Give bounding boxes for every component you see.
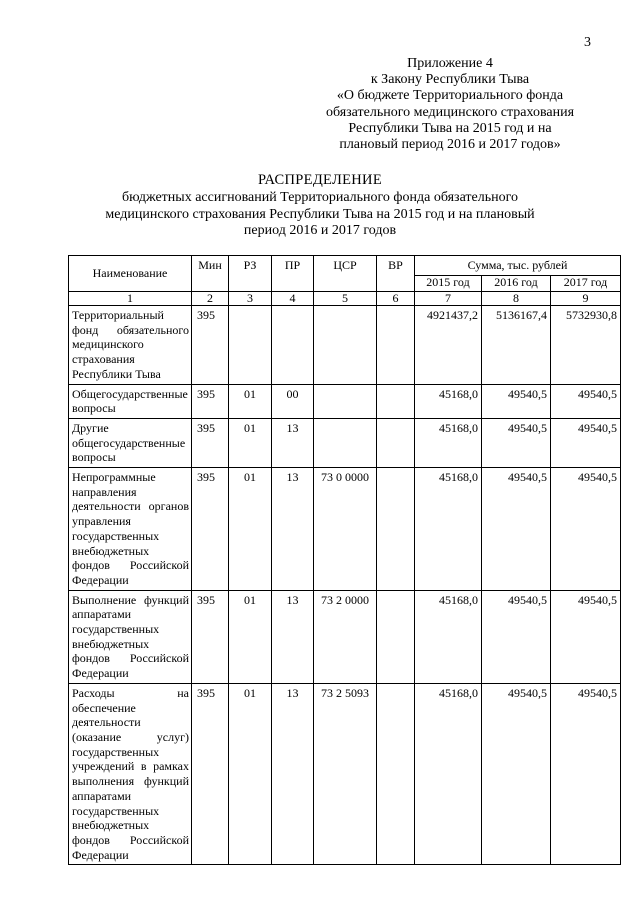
page-number: 3 xyxy=(584,35,591,50)
cell-rz: 01 xyxy=(229,384,272,418)
appendix-line: Республики Тыва на 2015 год и на xyxy=(348,120,552,136)
cell-pr: 13 xyxy=(272,468,314,591)
cell-y2017: 49540,5 xyxy=(551,683,621,864)
cell-y2016: 5136167,4 xyxy=(482,306,551,385)
header-2016: 2016 год xyxy=(482,276,551,292)
cell-y2016: 49540,5 xyxy=(482,683,551,864)
table-row xyxy=(69,468,621,591)
cell-y2015: 45168,0 xyxy=(415,468,482,591)
col-number: 7 xyxy=(415,292,482,306)
cell-min: 395 xyxy=(192,418,229,467)
col-number: 6 xyxy=(377,292,415,306)
cell-csr: 73 2 0000 xyxy=(314,590,377,683)
col-number: 1 xyxy=(69,292,192,306)
table-row xyxy=(69,683,621,864)
table-row xyxy=(69,384,621,418)
cell-pr: 13 xyxy=(272,418,314,467)
appendix-block xyxy=(300,56,600,153)
header-2017: 2017 год xyxy=(551,276,621,292)
cell-rz: 01 xyxy=(229,418,272,467)
header-rz: РЗ xyxy=(229,256,272,292)
cell-csr: 73 2 5093 xyxy=(314,683,377,864)
appendix-line: к Закону Республики Тыва xyxy=(370,72,530,88)
cell-name: Непрограммные направления деятельности органов управления государственных внебюджетных фондов Российской Федерации xyxy=(69,468,192,591)
cell-vr xyxy=(377,306,415,385)
header-min: Мин xyxy=(192,256,229,292)
cell-csr xyxy=(314,306,377,385)
cell-rz: 01 xyxy=(229,590,272,683)
header-vr: ВР xyxy=(377,256,415,292)
cell-y2017: 49540,5 xyxy=(551,384,621,418)
table-row xyxy=(69,590,621,683)
appendix-line: обязательного медицинского страхования xyxy=(325,104,575,120)
subtitle-line: медицинского страхования Республики Тыва на 2015 год и на плановый xyxy=(105,206,535,222)
cell-min: 395 xyxy=(192,683,229,864)
header-csr: ЦСР xyxy=(314,256,377,292)
cell-name: Другие общегосударственные вопросы xyxy=(69,418,192,467)
cell-min: 395 xyxy=(192,306,229,385)
appendix-line: «О бюджете Территориального фонда xyxy=(336,88,564,104)
header-pr: ПР xyxy=(272,256,314,292)
cell-name: Выполнение функций аппаратами государственных внебюджетных фондов Российской Федерации xyxy=(69,590,192,683)
header-sum: Сумма, тыс. рублей xyxy=(415,256,621,276)
cell-csr xyxy=(314,384,377,418)
subtitle-line: бюджетных ассигнований Территориального фонда обязательного xyxy=(121,190,519,205)
header-name: Наименование xyxy=(69,256,192,292)
cell-y2017: 49540,5 xyxy=(551,468,621,591)
header-2015: 2015 год xyxy=(415,276,482,292)
col-number: 2 xyxy=(192,292,229,306)
cell-csr: 73 0 0000 xyxy=(314,468,377,591)
col-number: 8 xyxy=(482,292,551,306)
cell-vr xyxy=(377,683,415,864)
cell-vr xyxy=(377,418,415,467)
cell-y2015: 45168,0 xyxy=(415,683,482,864)
budget-table xyxy=(68,255,621,865)
cell-y2015: 45168,0 xyxy=(415,418,482,467)
document-title: РАСПРЕДЕЛЕНИЕ xyxy=(258,172,382,188)
cell-y2015: 4921437,2 xyxy=(415,306,482,385)
table-body xyxy=(69,256,621,865)
cell-pr xyxy=(272,306,314,385)
cell-rz: 01 xyxy=(229,468,272,591)
cell-name: Территориальный фонд обязательного медицинского страхования Республики Тыва xyxy=(69,306,192,385)
cell-rz xyxy=(229,306,272,385)
cell-y2016: 49540,5 xyxy=(482,468,551,591)
header-row xyxy=(69,256,621,276)
cell-rz: 01 xyxy=(229,683,272,864)
cell-y2015: 45168,0 xyxy=(415,384,482,418)
cell-y2015: 45168,0 xyxy=(415,590,482,683)
cell-y2017: 5732930,8 xyxy=(551,306,621,385)
cell-y2016: 49540,5 xyxy=(482,384,551,418)
cell-y2017: 49540,5 xyxy=(551,590,621,683)
document-subtitle xyxy=(80,190,560,240)
cell-pr: 13 xyxy=(272,683,314,864)
cell-csr xyxy=(314,418,377,467)
appendix-line: Приложение 4 xyxy=(407,56,493,71)
table-row xyxy=(69,418,621,467)
cell-vr xyxy=(377,590,415,683)
cell-y2016: 49540,5 xyxy=(482,418,551,467)
col-number: 5 xyxy=(314,292,377,306)
cell-pr: 00 xyxy=(272,384,314,418)
col-number: 3 xyxy=(229,292,272,306)
cell-name: Общегосударственные вопросы xyxy=(69,384,192,418)
col-number: 9 xyxy=(551,292,621,306)
cell-name: Расходы на обеспечение деятельности (оказание услуг) государственных учреждений в рамках выполнения функций аппаратами государственных внебюджетных фондов Российской Федерации xyxy=(69,683,192,864)
cell-min: 395 xyxy=(192,468,229,591)
cell-min: 395 xyxy=(192,384,229,418)
col-number: 4 xyxy=(272,292,314,306)
cell-pr: 13 xyxy=(272,590,314,683)
cell-vr xyxy=(377,384,415,418)
appendix-line: плановый период 2016 и 2017 годов» xyxy=(339,137,561,153)
cell-y2016: 49540,5 xyxy=(482,590,551,683)
column-numbers-row xyxy=(69,292,621,306)
subtitle-line: период 2016 и 2017 годов xyxy=(243,223,397,238)
cell-min: 395 xyxy=(192,590,229,683)
cell-vr xyxy=(377,468,415,591)
table-row xyxy=(69,306,621,385)
cell-y2017: 49540,5 xyxy=(551,418,621,467)
